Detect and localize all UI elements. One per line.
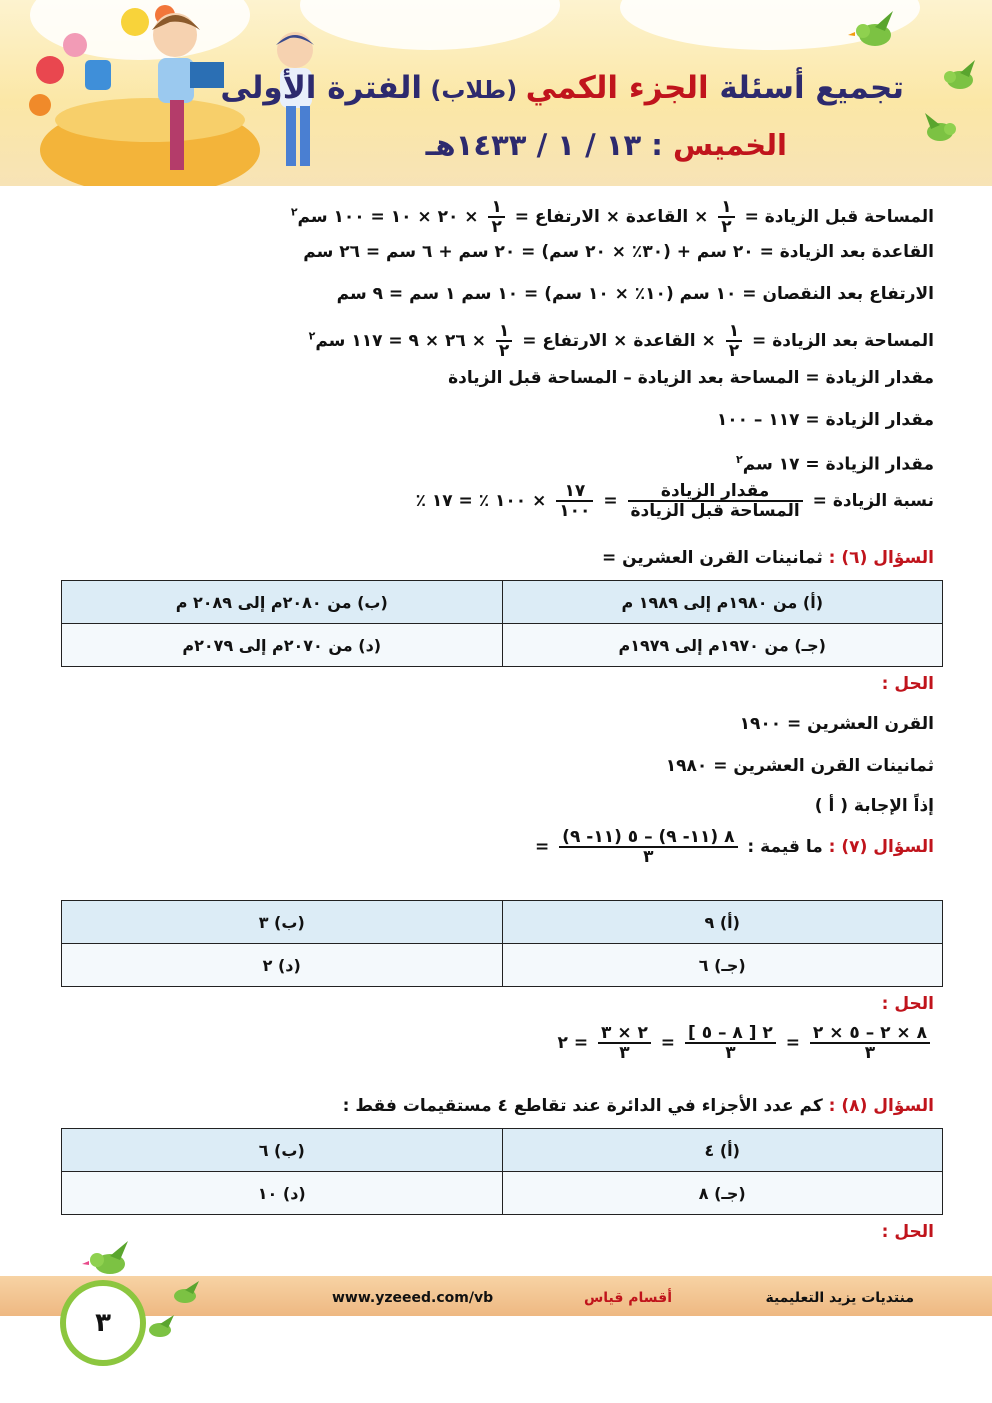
fraction (718, 198, 734, 236)
page-number: ٣ (60, 1280, 146, 1366)
fraction-den: المساحة قبل الزيادة (630, 501, 800, 521)
fraction-num: ١ (496, 322, 512, 342)
green-bird-icon (80, 1236, 140, 1281)
fraction-num: مقدار الزيادة (628, 482, 803, 502)
text: = (597, 491, 624, 511)
superscript: ٢ (308, 329, 316, 343)
solution-line: مقدار الزيادة = المساحة بعد الزيادة – المساحة قبل الزيادة (448, 368, 934, 388)
text: = (654, 1033, 681, 1053)
fraction-num: ١٧ (556, 482, 593, 502)
superscript: ٢ (290, 205, 298, 219)
question-text: ما قيمة : (741, 837, 823, 857)
question-text: ثمانينات القرن العشرين = (601, 548, 823, 568)
text: مقدار الزيادة = ١٧ سم (742, 454, 934, 475)
solution-line (558, 1024, 934, 1062)
fraction-num: ١ (718, 198, 734, 218)
solution-line: ثمانينات القرن العشرين = ١٩٨٠ (665, 756, 934, 776)
text: × ١٠٠ ٪ = ١٧ ٪ (415, 491, 553, 511)
fraction-den: ٣ (619, 1043, 630, 1063)
fraction-num: ٨ × ٢ – ٥ × ٢ (810, 1024, 930, 1044)
question-7 (535, 828, 934, 866)
fraction-den: ٢ (498, 341, 510, 361)
fraction-num: ١ (726, 322, 742, 342)
fraction (598, 1024, 651, 1062)
option-c[interactable]: (جـ) ٦ (502, 944, 943, 987)
option-c[interactable]: (جـ) ٨ (502, 1172, 943, 1215)
text: = (779, 1033, 806, 1053)
solution-line: مقدار الزيادة = ١١٧ – ١٠٠ (716, 410, 934, 430)
option-c[interactable]: (جـ) من ١٩٧٠م إلى ١٩٧٩م (502, 624, 943, 667)
page-title (220, 70, 904, 106)
fraction (628, 482, 803, 520)
question-label: السؤال (٨) : (822, 1096, 934, 1116)
date-line (426, 128, 787, 162)
fraction-num: ٨ (١١- ٩) – ٥ (١١- ٩) (559, 828, 737, 848)
option-d[interactable]: (د) من ٢٠٧٠م إلى ٢٠٧٩م (62, 624, 503, 667)
text: = ٢ (557, 1033, 595, 1053)
fraction (810, 1024, 930, 1062)
solution-line (291, 198, 934, 236)
option-a[interactable]: (أ) ٩ (502, 901, 943, 944)
green-bird-icon (140, 1312, 180, 1344)
fraction-den: ٣ (725, 1043, 736, 1063)
fraction-den: ٢ (721, 217, 732, 237)
fraction-num: ٢ × ٣ (598, 1024, 651, 1044)
fraction-den: ٣ (864, 1043, 876, 1063)
day-label: الخميس (672, 128, 787, 162)
solution-line: إذاً الإجابة ( أ ) (814, 796, 934, 816)
solution-line: القاعدة بعد الزيادة = ٢٠ سم + (٣٠٪ × ٢٠ سم) = ٢٠ سم + ٦ سم = ٢٦ سم (303, 242, 934, 262)
fraction (559, 828, 737, 866)
option-d[interactable]: (د) ٢ (62, 944, 503, 987)
option-b[interactable]: (ب) ٦ (62, 1129, 503, 1172)
option-a[interactable]: (أ) من ١٩٨٠م إلى ١٩٨٩ م (502, 581, 943, 624)
text: × القاعدة × الارتفاع = (516, 331, 722, 351)
solution-line: القرن العشرين = ١٩٠٠ (739, 714, 934, 734)
question-text: كم عدد الأجزاء في الدائرة عند تقاطع ٤ مستقيمات فقط : (342, 1096, 823, 1116)
option-a[interactable]: (أ) ٤ (502, 1129, 943, 1172)
green-bird-icon (915, 110, 965, 150)
fraction-den: ١٠٠ (559, 501, 591, 521)
text: × ٢٦ × ٩ = ١١٧ سم (315, 331, 492, 351)
text: المساحة بعد الزيادة = (746, 331, 934, 351)
text: نسبة الزيادة = (806, 491, 934, 511)
fraction-den: ٣ (643, 847, 654, 867)
superscript: ٢ (736, 453, 743, 466)
footer-section: أقسام قياس (583, 1290, 672, 1306)
solution-line (309, 322, 934, 360)
fraction-num: ٢ [ ٨ – ٥ ] (685, 1024, 776, 1044)
footer-forum: منتديات يزيد التعليمية (765, 1290, 914, 1306)
title-text: تجميع أسئلة (708, 70, 904, 106)
text: = (534, 837, 556, 857)
text: × ٢٠ × ١٠ = ١٠٠ سم (297, 207, 485, 227)
solution-label: الحل : (881, 674, 934, 694)
date-text: : ١٣ / ١ / ١٤٣٣هـ (425, 128, 673, 162)
options-table-q8 (61, 1128, 943, 1215)
page-header (0, 0, 992, 186)
fraction (556, 482, 593, 520)
solution-line (416, 482, 934, 520)
green-bird-icon (935, 55, 985, 100)
solution-label: الحل : (881, 994, 934, 1014)
option-b[interactable]: (ب) ٣ (62, 901, 503, 944)
title-accent: الجزء الكمي (525, 70, 709, 106)
option-b[interactable]: (ب) من ٢٠٨٠م إلى ٢٠٨٩ م (62, 581, 503, 624)
fraction-num: ١ (488, 198, 504, 218)
fraction-den: ٢ (728, 341, 740, 361)
fraction (496, 322, 512, 360)
options-table-q7 (61, 900, 943, 987)
option-d[interactable]: (د) ١٠ (62, 1172, 503, 1215)
options-table-q6 (61, 580, 943, 667)
title-paren: (طلاب) (422, 76, 526, 104)
question-8 (343, 1094, 934, 1118)
fraction (685, 1024, 776, 1062)
fraction-den: ٢ (491, 217, 502, 237)
question-label: السؤال (٦) : (822, 548, 934, 568)
solution-line: الارتفاع بعد النقصان = ١٠ سم (١٠٪ × ١٠ سم) = ١٠ سم ١ سم = ٩ سم (336, 284, 934, 304)
solution-line (736, 448, 934, 477)
footer-url[interactable]: www.yzeeed.com/vb (332, 1290, 494, 1306)
question-label: السؤال (٧) : (822, 837, 934, 857)
text: × القاعدة × الارتفاع = (508, 207, 715, 227)
question-6 (602, 546, 934, 570)
green-bird-icon (845, 5, 905, 55)
fraction (488, 198, 504, 236)
green-bird-icon (165, 1278, 205, 1310)
solution-label: الحل : (881, 1222, 934, 1242)
text: المساحة قبل الزيادة = (738, 207, 934, 227)
fraction (726, 322, 742, 360)
title-text-2: الفترة الأولى (220, 70, 423, 106)
